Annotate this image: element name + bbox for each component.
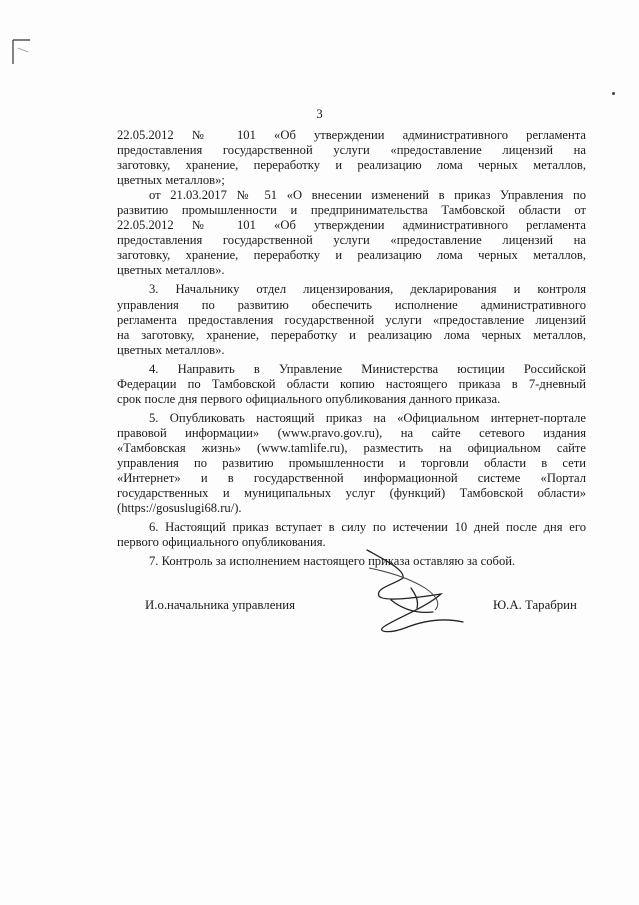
body-line: 5. Опубликовать настоящий приказ на «Официальном интернет-портале — [149, 410, 586, 425]
body-line: предоставления государственной услуги «предоставление лицензий на — [117, 233, 586, 248]
body-line: заготовку, хранение, переработку и реализацию лома черных металлов, — [117, 248, 586, 263]
scan-speck — [612, 92, 615, 95]
body-line: Федерации по Тамбовской области копию настоящего приказа в 7-дневный — [117, 376, 586, 391]
body-line: заготовку, хранение, переработку и реализацию лома черных металлов, — [117, 158, 586, 173]
document-body — [117, 128, 586, 569]
body-line: 3. Начальнику отдел лицензирования, декларирования и контроля — [149, 282, 586, 297]
body-line: от 21.03.2017 № 51 «О внесении изменений в приказ Управления по — [149, 188, 586, 203]
body-line: 22.05.2012 № 101 «Об утверждении административного регламента — [117, 218, 586, 233]
handwritten-signature — [345, 548, 485, 658]
body-line: 4. Направить в Управление Министерства юстиции Российской — [149, 361, 586, 376]
body-line: срок после дня первого официального опубликования данного приказа. — [117, 391, 501, 406]
body-line: регламента предоставления государственной услуги «предоставление лицензий — [117, 312, 586, 327]
signature-block — [0, 594, 639, 674]
body-line: государственных и муниципальных услуг (функций) Тамбовской области» — [117, 486, 586, 501]
body-line: цветных металлов». — [117, 342, 225, 357]
body-line: «Интернет» и в государственной информационной системе «Портал — [117, 471, 586, 486]
body-line: управления по развитию промышленности и торговли области в сети — [117, 455, 586, 470]
corner-mark-icon — [10, 36, 34, 66]
body-line: на заготовку, хранение, переработку и реализацию лома черных металлов, — [117, 327, 586, 342]
body-line: развитию промышленности и предпринимательства Тамбовской области от — [117, 203, 586, 218]
body-line: цветных металлов». — [117, 263, 225, 278]
body-line: управления по развитию обеспечить исполнение административного — [117, 297, 586, 312]
signatory-name: Ю.А. Тарабрин — [493, 598, 577, 612]
signatory-position: И.о.начальника управления — [145, 598, 295, 612]
body-line: «Тамбовская жизнь» (www.tamlife.ru), разместить на официальном сайте — [117, 440, 586, 455]
body-line: правовой информации» (www.pravo.gov.ru), на сайте сетевого издания — [117, 425, 586, 440]
page-number: 3 — [316, 106, 323, 121]
body-line: первого официального опубликования. — [117, 535, 326, 550]
body-line: (https://gosuslugi68.ru/). — [117, 501, 242, 516]
body-line: цветных металлов»; — [117, 173, 225, 188]
body-line: 7. Контроль за исполнением настоящего приказа оставляю за собой. — [149, 554, 516, 569]
body-line: предоставления государственной услуги «предоставление лицензий на — [117, 143, 586, 158]
body-line: 6. Настоящий приказ вступает в силу по истечении 10 дней после дня его — [149, 520, 586, 535]
body-line: 22.05.2012 № 101 «Об утверждении административного регламента — [117, 128, 586, 142]
